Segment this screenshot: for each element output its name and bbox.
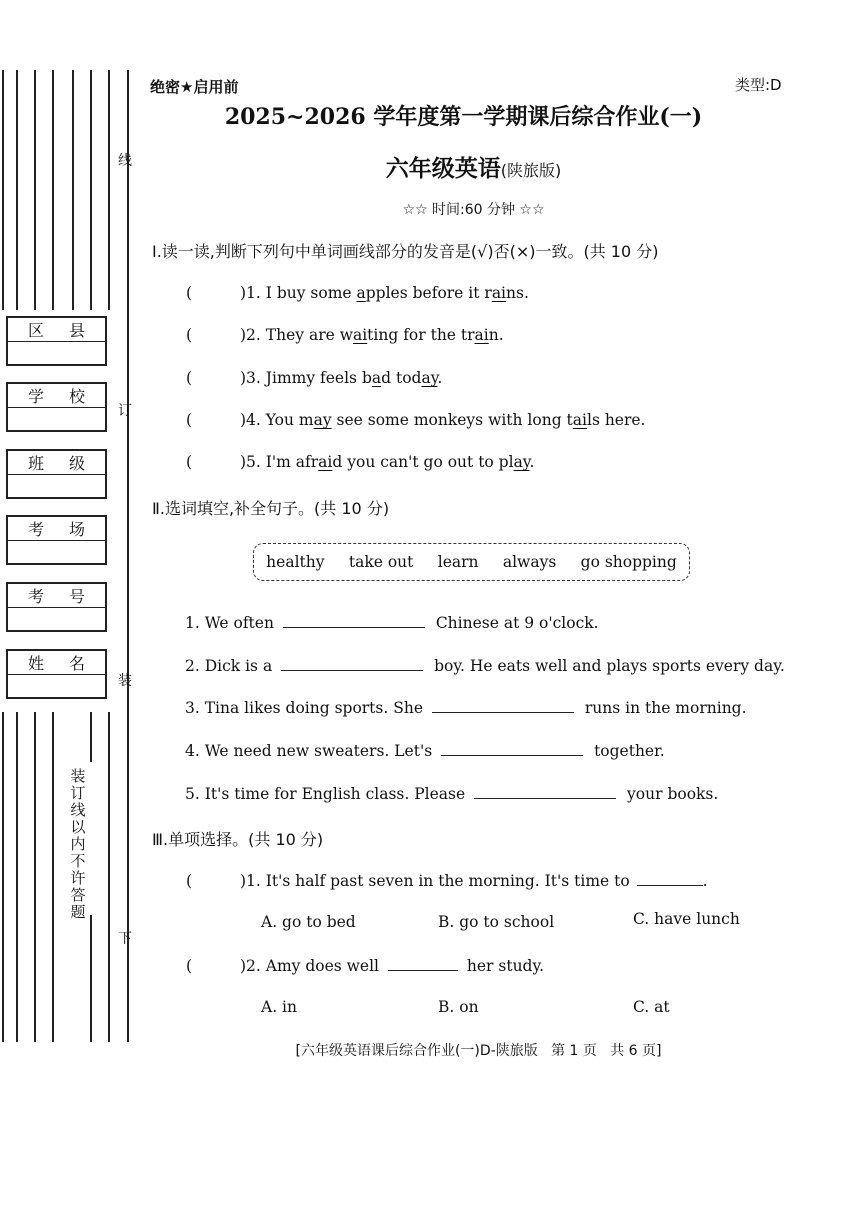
question-text: . (437, 369, 443, 387)
fill-row (185, 656, 785, 675)
question-text: You m (260, 411, 314, 429)
answer-blank[interactable] (441, 741, 583, 756)
binding-line (52, 70, 54, 310)
question-text: It's half past seven in the morning. It's time to (260, 872, 630, 890)
name-field[interactable] (6, 649, 107, 699)
question-text: . (702, 872, 708, 890)
answer-paren[interactable]: ( (186, 957, 193, 975)
binding-char: 订 (118, 403, 132, 419)
question-number: )1. (240, 284, 261, 302)
field-label: 考 (28, 587, 45, 606)
answer-blank[interactable] (388, 956, 458, 971)
word-bank (253, 543, 690, 581)
sentence-text: together. (594, 742, 665, 760)
subject-title (150, 150, 797, 183)
question-row (186, 284, 529, 302)
question-number: )2. (240, 957, 261, 975)
sentence-text: 5. It's time for English class. Please (185, 785, 466, 803)
class-field[interactable] (6, 449, 107, 499)
field-label: 号 (68, 587, 85, 606)
fill-row (185, 784, 718, 803)
field-label: 区 (28, 321, 45, 340)
binding-line (90, 915, 92, 1042)
question-text: I'm afr (260, 453, 319, 471)
question-text: ns. (506, 284, 529, 302)
field-label: 场 (68, 520, 85, 539)
cut-line (127, 70, 129, 1042)
binding-line (2, 70, 4, 310)
question-text: . (529, 453, 535, 471)
page-title: 2025~2026 学年度第一学期课后综合作业(一) (224, 104, 703, 130)
fill-row (185, 741, 665, 760)
option-c[interactable]: C. have lunch (633, 910, 740, 928)
field-label: 名 (68, 654, 85, 673)
sentence-text: runs in the morning. (584, 699, 747, 717)
type-label: 类型:D (735, 76, 782, 94)
field-label: 班 (28, 454, 45, 473)
option-a[interactable]: A. in (261, 998, 297, 1016)
word-bank-item: always (502, 553, 557, 571)
question-text: ls here. (586, 411, 646, 429)
answer-blank[interactable] (281, 656, 423, 671)
district-field[interactable] (6, 316, 107, 366)
section2-title: Ⅱ.选词填空,补全句子。(共 10 分) (152, 499, 390, 518)
word-bank-item: take out (348, 553, 414, 571)
exam-room-field[interactable] (6, 515, 107, 565)
binding-line (90, 70, 92, 310)
choice-question (186, 871, 708, 890)
answer-paren[interactable]: ( (186, 411, 193, 429)
underlined-letters: ay (313, 411, 332, 429)
answer-paren[interactable]: ( (186, 453, 193, 471)
answer-blank[interactable] (283, 613, 425, 628)
underlined-letters: ai (572, 411, 587, 429)
field-label: 考 (28, 520, 45, 539)
time-limit: ☆☆ 时间:60 分钟 ☆☆ (402, 202, 545, 218)
word-bank-item: go shopping (580, 553, 677, 571)
underlined-letters: ai (352, 326, 368, 344)
sentence-text: Chinese at 9 o'clock. (435, 614, 599, 632)
field-label: 校 (68, 387, 85, 406)
binding-line (2, 712, 4, 1042)
edition-label: (陕旅版) (500, 161, 562, 180)
underlined-letters: a (371, 369, 382, 387)
sentence-text: 1. We often (185, 614, 274, 632)
answer-paren[interactable]: ( (186, 872, 193, 890)
question-text: d tod (381, 369, 422, 387)
field-label: 学 (28, 387, 45, 406)
binding-line (34, 712, 36, 1042)
question-text: I buy some (260, 284, 357, 302)
field-label: 姓 (28, 654, 45, 673)
underlined-letters: ai (474, 326, 489, 344)
binding-char: 下 (118, 931, 132, 947)
binding-line (108, 70, 110, 310)
underlined-letters: ay (513, 453, 530, 471)
question-text: n. (488, 326, 504, 344)
answer-blank[interactable] (432, 698, 574, 713)
answer-blank[interactable] (474, 784, 616, 799)
sentence-text: 4. We need new sweaters. Let's (185, 742, 433, 760)
question-text: her study. (466, 957, 545, 975)
field-label: 级 (68, 454, 85, 473)
section3-title: Ⅲ.单项选择。(共 10 分) (152, 830, 324, 849)
binding-line (72, 70, 74, 310)
sentence-text: boy. He eats well and plays sports every day. (434, 657, 785, 675)
question-row (186, 411, 646, 429)
question-row (186, 369, 442, 387)
field-label: 县 (68, 321, 85, 340)
sentence-text: 2. Dick is a (185, 657, 273, 675)
binding-line (16, 712, 18, 1042)
question-text: ting for the tr (367, 326, 475, 344)
fill-row (185, 698, 747, 717)
school-field[interactable] (6, 382, 107, 432)
underlined-letters: ay (421, 369, 438, 387)
underlined-letters: ai (491, 284, 507, 302)
question-text: see some monkeys with long t (331, 411, 573, 429)
binding-line (16, 70, 18, 310)
fill-row (185, 613, 599, 632)
sentence-text: your books. (627, 785, 719, 803)
binding-char: 装 (118, 673, 132, 689)
question-text: Amy does well (260, 957, 380, 975)
sentence-text: 3. Tina likes doing sports. She (185, 699, 423, 717)
question-number: )1. (240, 872, 261, 890)
question-number: )3. (240, 369, 261, 387)
question-text: pples before it r (365, 284, 492, 302)
question-text: d you can't go out to pl (332, 453, 514, 471)
exam-number-field[interactable] (6, 582, 107, 632)
question-number: )2. (240, 326, 261, 344)
binding-line (108, 712, 110, 1042)
answer-paren[interactable]: ( (186, 369, 193, 387)
page-footer: [六年级英语课后综合作业(一)D-陕旅版 第 1 页 共 6 页] (295, 1043, 662, 1059)
question-text: They are w (260, 326, 353, 344)
option-a[interactable]: A. go to bed (261, 913, 356, 931)
question-row (186, 326, 504, 344)
underlined-letters: a (356, 284, 366, 302)
choice-question (186, 956, 544, 975)
section1-title: Ⅰ.读一读,判断下列句中单词画线部分的发音是(√)否(×)一致。(共 10 分) (152, 242, 659, 261)
answer-paren[interactable]: ( (186, 326, 193, 344)
binding-line (34, 70, 36, 310)
option-b[interactable]: B. go to school (438, 913, 555, 931)
binding-notice: 装订线以内不许答题 (70, 767, 86, 921)
question-text: Jimmy feels b (260, 369, 372, 387)
binding-line (90, 712, 92, 762)
confidential-label: 绝密★启用前 (150, 78, 239, 96)
answer-blank[interactable] (637, 871, 703, 886)
option-b[interactable]: B. on (438, 998, 479, 1016)
binding-line (52, 712, 54, 1042)
underlined-letters: ai (318, 453, 333, 471)
answer-paren[interactable]: ( (186, 284, 193, 302)
binding-char: 线 (118, 153, 132, 169)
question-row (186, 453, 534, 471)
question-number: )4. (240, 411, 261, 429)
subject-name: 六年级英语 (385, 156, 501, 182)
option-c[interactable]: C. at (633, 998, 670, 1016)
word-bank-item: learn (437, 553, 479, 571)
question-number: )5. (240, 453, 261, 471)
word-bank-item: healthy (266, 553, 325, 571)
